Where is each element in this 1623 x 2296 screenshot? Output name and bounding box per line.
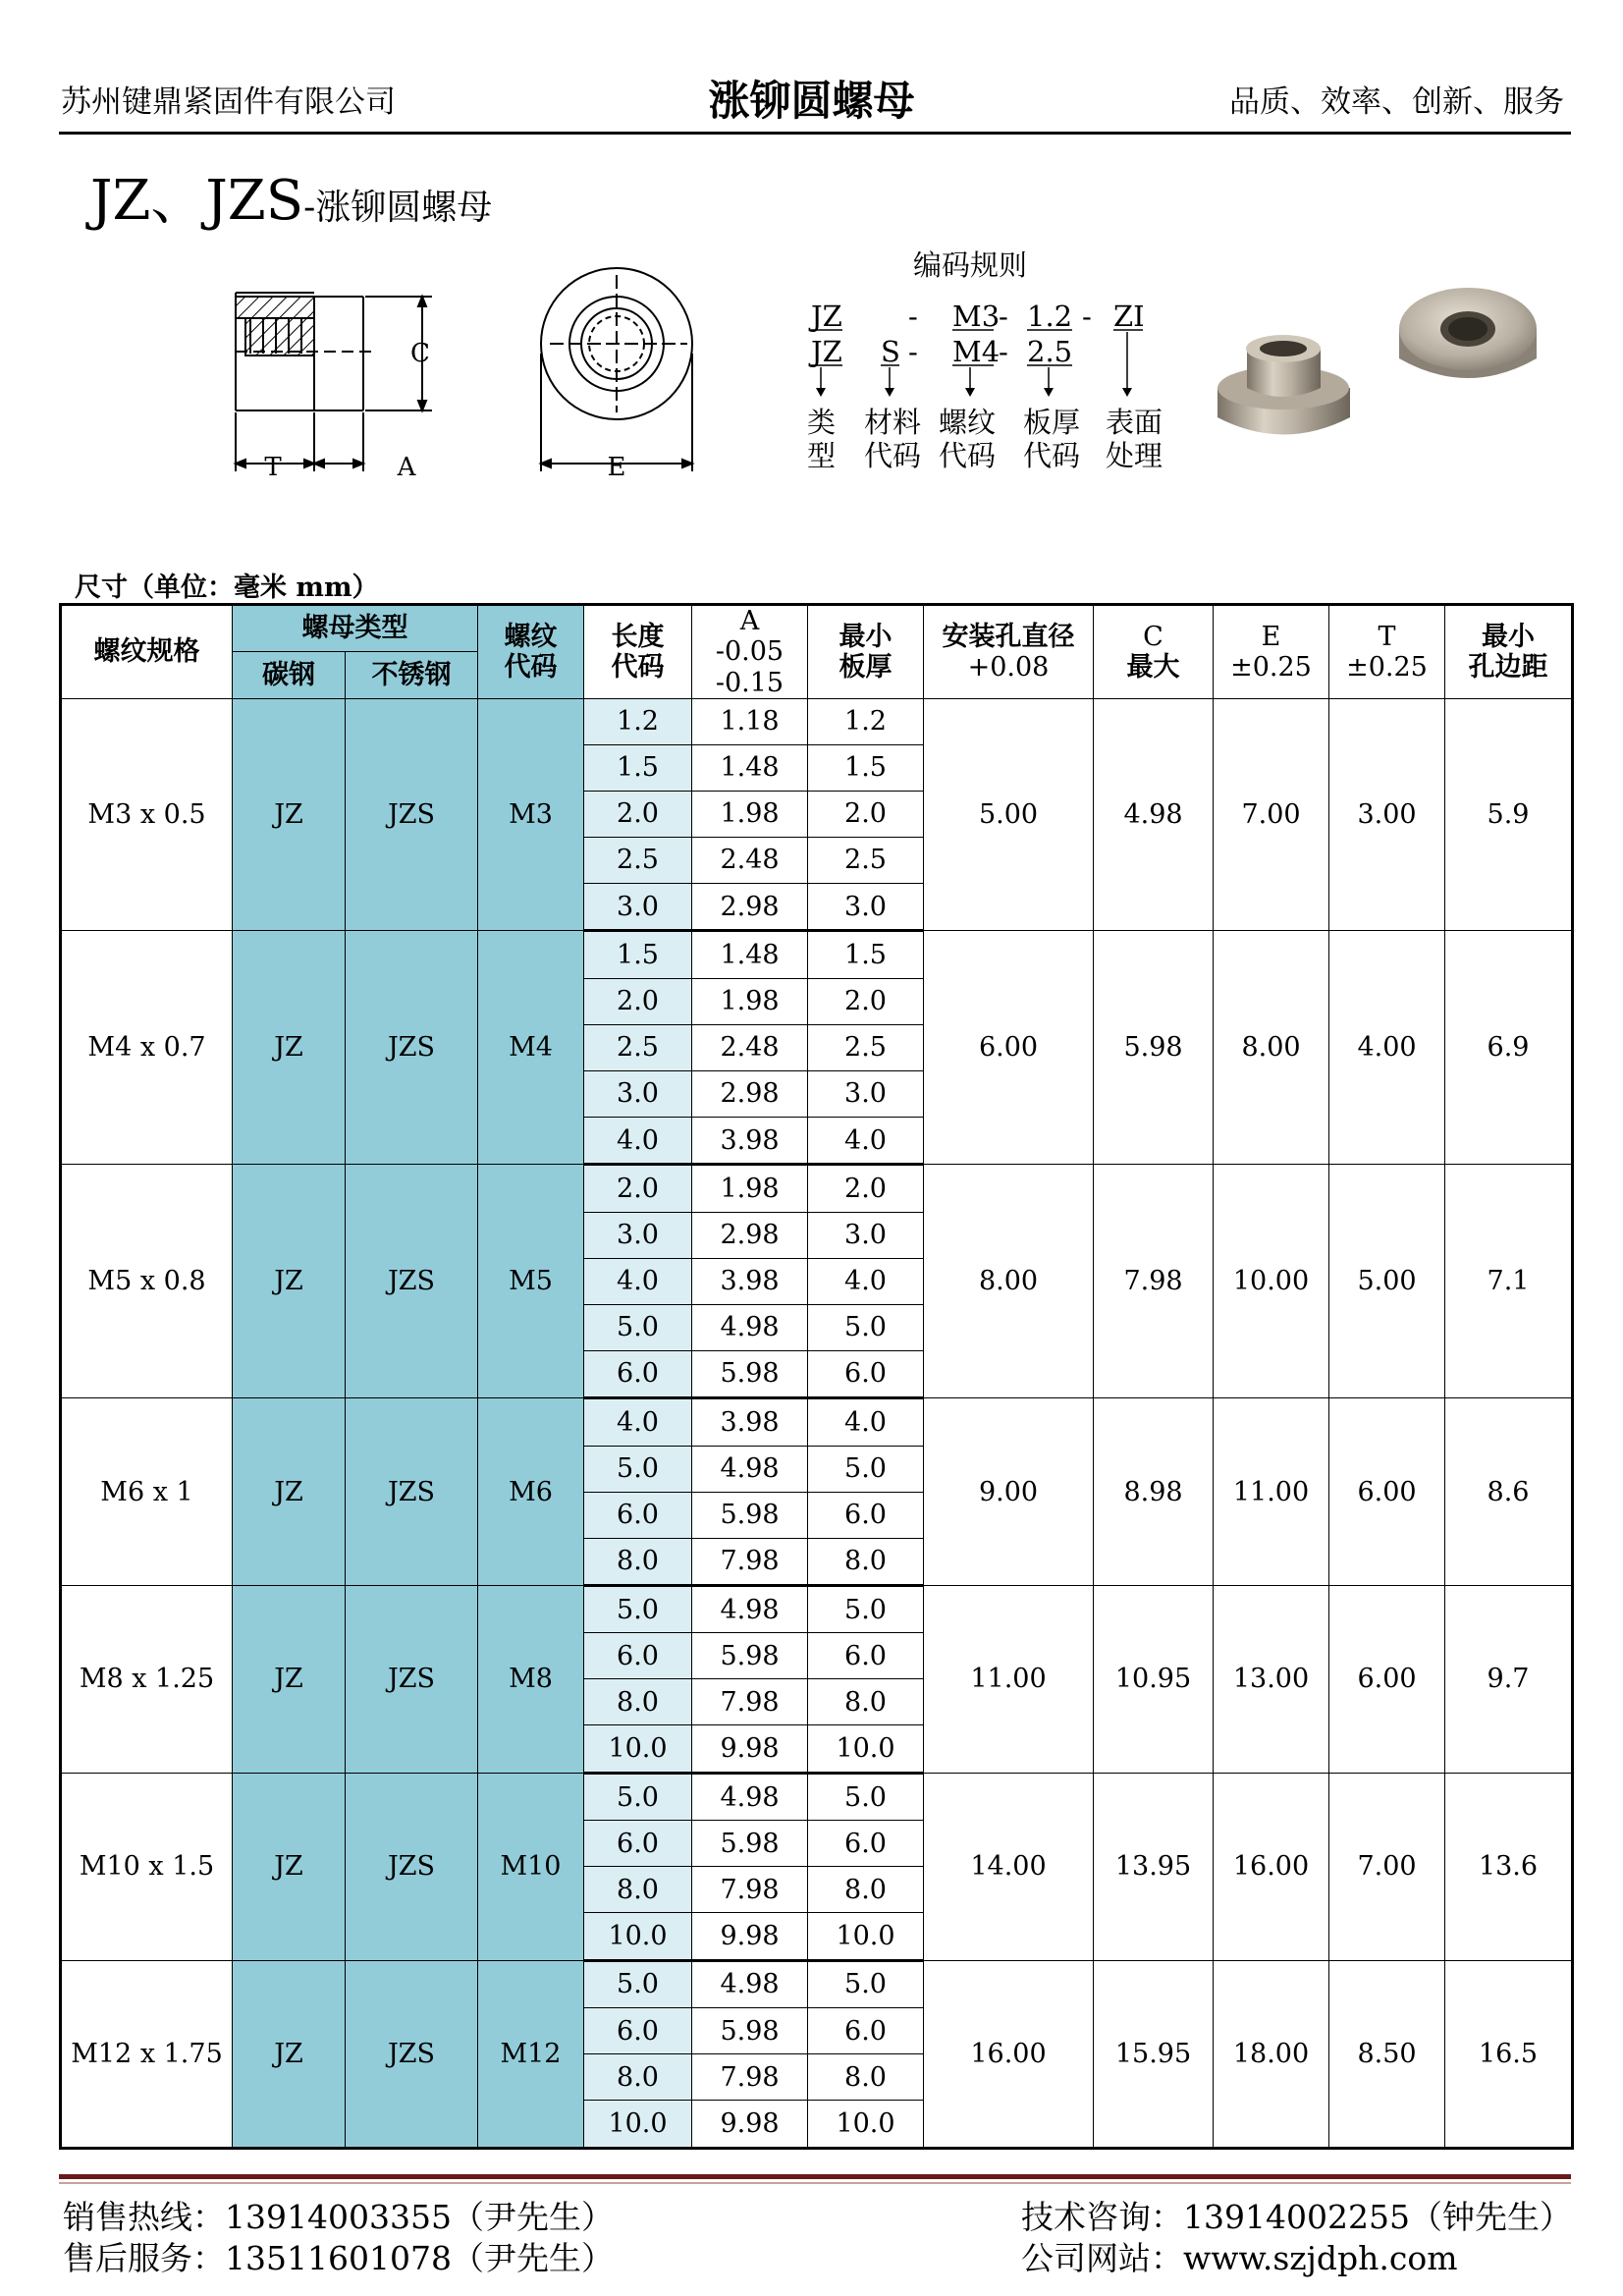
min-thickness-cell: 5.0 [808,1960,924,2007]
code-r1-type: JZ [811,300,842,333]
length-code-cell: 4.0 [584,1117,692,1164]
footer-rule [59,2174,1571,2179]
thread-spec-cell: M4 x 0.7 [61,931,233,1165]
length-code-cell: 3.0 [584,883,692,930]
header-rule [59,132,1571,135]
thread-spec-cell: M3 x 0.5 [61,699,233,931]
a-value-cell: 3.98 [692,1258,808,1304]
min-thickness-cell: 6.0 [808,2008,924,2054]
hole-diameter-cell: 8.00 [924,1165,1094,1398]
a-value-cell: 4.98 [692,1446,808,1492]
edge-distance-cell: 9.7 [1445,1585,1573,1773]
code-label-surface-2: 处理 [1106,439,1163,472]
length-code-cell: 2.0 [584,978,692,1024]
header-stainless-steel: 不锈钢 [346,652,478,699]
length-code-cell: 6.0 [584,1350,692,1397]
min-thickness-cell: 1.5 [808,931,924,978]
code-label-material-2: 代码 [864,439,922,472]
carbon-type-cell: JZ [233,1960,346,2148]
min-thickness-cell: 2.5 [808,837,924,883]
side-view-drawing [236,293,432,471]
length-code-cell: 8.0 [584,1679,692,1725]
length-code-cell: 5.0 [584,1773,692,1820]
min-thickness-cell: 8.0 [808,2054,924,2101]
thread-code-cell: M3 [478,699,584,931]
carbon-type-cell: JZ [233,1165,346,1398]
header-e: E ±0.25 [1214,605,1329,699]
edge-distance-cell: 5.9 [1445,699,1573,931]
e-value-cell: 18.00 [1214,1960,1329,2148]
sales-hotline: 销售热线：13914003355（尹先生） [63,2198,614,2236]
a-value-cell: 4.98 [692,1773,808,1820]
min-thickness-cell: 1.5 [808,744,924,791]
length-code-cell: 5.0 [584,1446,692,1492]
a-value-cell: 7.98 [692,1538,808,1585]
table-row [61,1165,1573,1212]
code-r2-dash2: - [999,335,1008,368]
min-thickness-cell: 5.0 [808,1773,924,1820]
code-r2-type: JZ [811,335,842,368]
dim-a-label: A [397,453,416,482]
thread-spec-cell: M8 x 1.25 [61,1585,233,1773]
t-value-cell: 5.00 [1329,1165,1445,1398]
header-thread-spec: 螺纹规格 [61,605,233,699]
table-row [61,931,1573,978]
length-code-cell: 5.0 [584,1304,692,1350]
code-label-material-1: 材料 [864,406,922,439]
t-value-cell: 6.00 [1329,1398,1445,1586]
header-t: T ±0.25 [1329,605,1445,699]
code-r2-dash1: - [908,335,918,368]
e-value-cell: 16.00 [1214,1773,1329,1960]
code-r1-thick: 1.2 [1027,300,1073,333]
stainless-type-cell: JZS [346,1585,478,1773]
footer-rule-thin [59,2182,1571,2184]
thread-code-cell: M5 [478,1165,584,1398]
min-thickness-cell: 2.0 [808,978,924,1024]
code-label-thread-2: 代码 [939,439,997,472]
length-code-cell: 8.0 [584,1538,692,1585]
code-label-thick-1: 板厚 [1023,406,1081,439]
code-r1-dash1: - [908,300,918,333]
a-value-cell: 2.98 [692,1212,808,1258]
code-r1-dash3: - [1082,300,1092,333]
stainless-type-cell: JZS [346,931,478,1165]
length-code-cell: 5.0 [584,1585,692,1632]
e-value-cell: 7.00 [1214,699,1329,931]
min-thickness-cell: 6.0 [808,1492,924,1538]
length-code-cell: 1.5 [584,744,692,791]
e-value-cell: 8.00 [1214,931,1329,1165]
length-code-cell: 8.0 [584,2054,692,2101]
min-thickness-cell: 8.0 [808,1679,924,1725]
e-value-cell: 13.00 [1214,1585,1329,1773]
a-value-cell: 7.98 [692,2054,808,2101]
t-value-cell: 7.00 [1329,1773,1445,1960]
a-value-cell: 9.98 [692,1725,808,1773]
stainless-type-cell: JZS [346,1960,478,2148]
dim-c-label: C [410,339,430,368]
header-length-code: 长度 代码 [584,605,692,699]
dim-t-label: T [264,453,282,482]
length-code-cell: 10.0 [584,1725,692,1773]
length-code-cell: 2.5 [584,837,692,883]
min-thickness-cell: 4.0 [808,1258,924,1304]
spec-table [59,603,1574,2150]
table-row [61,1960,1573,2007]
header-min-thickness: 最小 板厚 [808,605,924,699]
length-code-cell: 10.0 [584,1913,692,1960]
t-value-cell: 8.50 [1329,1960,1445,2148]
length-code-cell: 6.0 [584,1821,692,1867]
a-value-cell: 4.98 [692,1585,808,1632]
header-hole-diameter: 安装孔直径 +0.08 [924,605,1094,699]
min-thickness-cell: 10.0 [808,1913,924,1960]
coding-rule [795,246,1208,481]
code-label-thick-2: 代码 [1023,439,1081,472]
header-a: A -0.05 -0.15 [692,605,808,699]
length-code-cell: 1.2 [584,699,692,745]
min-thickness-cell: 6.0 [808,1633,924,1679]
company-website[interactable]: 公司网站：www.szjdph.com [1021,2239,1458,2277]
length-code-cell: 2.0 [584,791,692,837]
c-max-cell: 8.98 [1094,1398,1214,1586]
thread-code-cell: M6 [478,1398,584,1586]
thread-spec-cell: M5 x 0.8 [61,1165,233,1398]
e-value-cell: 11.00 [1214,1398,1329,1586]
c-max-cell: 7.98 [1094,1165,1214,1398]
stainless-type-cell: JZS [346,1165,478,1398]
a-value-cell: 5.98 [692,1633,808,1679]
edge-distance-cell: 16.5 [1445,1960,1573,2148]
min-thickness-cell: 4.0 [808,1117,924,1164]
stainless-type-cell: JZS [346,699,478,931]
min-thickness-cell: 6.0 [808,1821,924,1867]
thread-code-cell: M4 [478,931,584,1165]
min-thickness-cell: 1.2 [808,699,924,745]
code-r2-material: S [881,335,900,368]
a-value-cell: 3.98 [692,1398,808,1446]
carbon-type-cell: JZ [233,931,346,1165]
length-code-cell: 6.0 [584,1633,692,1679]
thread-spec-cell: M10 x 1.5 [61,1773,233,1960]
a-value-cell: 4.98 [692,1304,808,1350]
carbon-type-cell: JZ [233,1773,346,1960]
code-label-type-1: 类 [807,406,837,439]
code-label-type-2: 型 [807,439,837,472]
length-code-cell: 5.0 [584,1960,692,2007]
code-label-thread-1: 螺纹 [939,406,997,439]
stainless-type-cell: JZS [346,1773,478,1960]
product-photo-side [1213,319,1355,447]
a-value-cell: 7.98 [692,1679,808,1725]
length-code-cell: 2.0 [584,1165,692,1212]
hole-diameter-cell: 14.00 [924,1773,1094,1960]
thread-code-cell: M8 [478,1585,584,1773]
min-thickness-cell: 10.0 [808,2101,924,2149]
after-sales: 售后服务：13511601078（尹先生） [63,2239,614,2277]
thread-spec-cell: M12 x 1.75 [61,1960,233,2148]
a-value-cell: 9.98 [692,1913,808,1960]
code-r2-thread: M4 [952,335,1001,368]
a-value-cell: 2.98 [692,1070,808,1117]
a-value-cell: 7.98 [692,1867,808,1913]
t-value-cell: 4.00 [1329,931,1445,1165]
t-value-cell: 3.00 [1329,699,1445,931]
a-value-cell: 5.98 [692,1492,808,1538]
edge-distance-cell: 6.9 [1445,931,1573,1165]
c-max-cell: 10.95 [1094,1585,1214,1773]
a-value-cell: 1.18 [692,699,808,745]
coding-title: 编码规则 [913,248,1028,282]
min-thickness-cell: 2.0 [808,791,924,837]
a-value-cell: 1.98 [692,1165,808,1212]
tech-consult: 技术咨询：13914002255（钟先生） [1021,2198,1572,2236]
length-code-cell: 4.0 [584,1398,692,1446]
table-row [61,1585,1573,1632]
min-thickness-cell: 8.0 [808,1538,924,1585]
header-product: 涨铆圆螺母 [708,77,915,125]
a-value-cell: 5.98 [692,1350,808,1397]
hole-diameter-cell: 5.00 [924,699,1094,931]
thread-code-cell: M12 [478,1960,584,2148]
length-code-cell: 6.0 [584,2008,692,2054]
edge-distance-cell: 7.1 [1445,1165,1573,1398]
e-value-cell: 10.00 [1214,1165,1329,1398]
min-thickness-cell: 3.0 [808,1070,924,1117]
spec-table-body [61,699,1573,2149]
min-thickness-cell: 4.0 [808,1398,924,1446]
header-slogan: 品质、效率、创新、服务 [1229,84,1564,120]
code-r2-thick: 2.5 [1027,335,1073,368]
min-thickness-cell: 2.5 [808,1024,924,1070]
t-value-cell: 6.00 [1329,1585,1445,1773]
header-c: C 最大 [1094,605,1214,699]
a-value-cell: 3.98 [692,1117,808,1164]
hole-diameter-cell: 11.00 [924,1585,1094,1773]
a-value-cell: 1.48 [692,931,808,978]
min-thickness-cell: 2.0 [808,1165,924,1212]
header-thread-code: 螺纹 代码 [478,605,584,699]
company-name: 苏州键鼎紧固件有限公司 [61,84,396,120]
edge-distance-cell: 8.6 [1445,1398,1573,1586]
length-code-cell: 4.0 [584,1258,692,1304]
a-value-cell: 2.48 [692,1024,808,1070]
min-thickness-cell: 5.0 [808,1304,924,1350]
a-value-cell: 4.98 [692,1960,808,2007]
c-max-cell: 4.98 [1094,699,1214,931]
min-thickness-cell: 8.0 [808,1867,924,1913]
table-row [61,699,1573,745]
carbon-type-cell: JZ [233,1398,346,1586]
a-value-cell: 1.98 [692,978,808,1024]
min-thickness-cell: 10.0 [808,1725,924,1773]
a-value-cell: 5.98 [692,1821,808,1867]
title-main: JZ、JZS [90,169,304,233]
length-code-cell: 3.0 [584,1212,692,1258]
hole-diameter-cell: 6.00 [924,931,1094,1165]
length-code-cell: 1.5 [584,931,692,978]
code-r1-surface: ZI [1113,300,1145,333]
thread-code-cell: M10 [478,1773,584,1960]
min-thickness-cell: 6.0 [808,1350,924,1397]
header-nut-type: 螺母类型 [233,605,478,652]
a-value-cell: 5.98 [692,2008,808,2054]
title-sub: -涨铆圆螺母 [303,188,493,228]
code-r1-dash2: - [999,300,1008,333]
min-thickness-cell: 3.0 [808,1212,924,1258]
front-view-drawing [541,268,692,471]
carbon-type-cell: JZ [233,1585,346,1773]
header-carbon-steel: 碳钢 [233,652,346,699]
hole-diameter-cell: 9.00 [924,1398,1094,1586]
hole-diameter-cell: 16.00 [924,1960,1094,2148]
table-row [61,1398,1573,1446]
a-value-cell: 1.48 [692,744,808,791]
min-thickness-cell: 5.0 [808,1585,924,1632]
carbon-type-cell: JZ [233,699,346,931]
length-code-cell: 3.0 [584,1070,692,1117]
page-title [90,157,492,236]
length-code-cell: 2.5 [584,1024,692,1070]
a-value-cell: 2.98 [692,883,808,930]
table-row [61,1773,1573,1820]
edge-distance-cell: 13.6 [1445,1773,1573,1960]
c-max-cell: 15.95 [1094,1960,1214,2148]
c-max-cell: 5.98 [1094,931,1214,1165]
min-thickness-cell: 5.0 [808,1446,924,1492]
length-code-cell: 8.0 [584,1867,692,1913]
header-edge-distance: 最小 孔边距 [1445,605,1573,699]
a-value-cell: 9.98 [692,2101,808,2149]
length-code-cell: 10.0 [584,2101,692,2149]
c-max-cell: 13.95 [1094,1773,1214,1960]
length-code-cell: 6.0 [584,1492,692,1538]
a-value-cell: 1.98 [692,791,808,837]
stainless-type-cell: JZS [346,1398,478,1586]
min-thickness-cell: 3.0 [808,883,924,930]
a-value-cell: 2.48 [692,837,808,883]
units-note: 尺寸（单位：毫米 mm） [75,573,379,603]
product-photo-top [1394,275,1542,403]
code-label-surface-1: 表面 [1106,406,1163,439]
code-r1-thread: M3 [952,300,1001,333]
dim-e-label: E [607,453,626,482]
thread-spec-cell: M6 x 1 [61,1398,233,1586]
